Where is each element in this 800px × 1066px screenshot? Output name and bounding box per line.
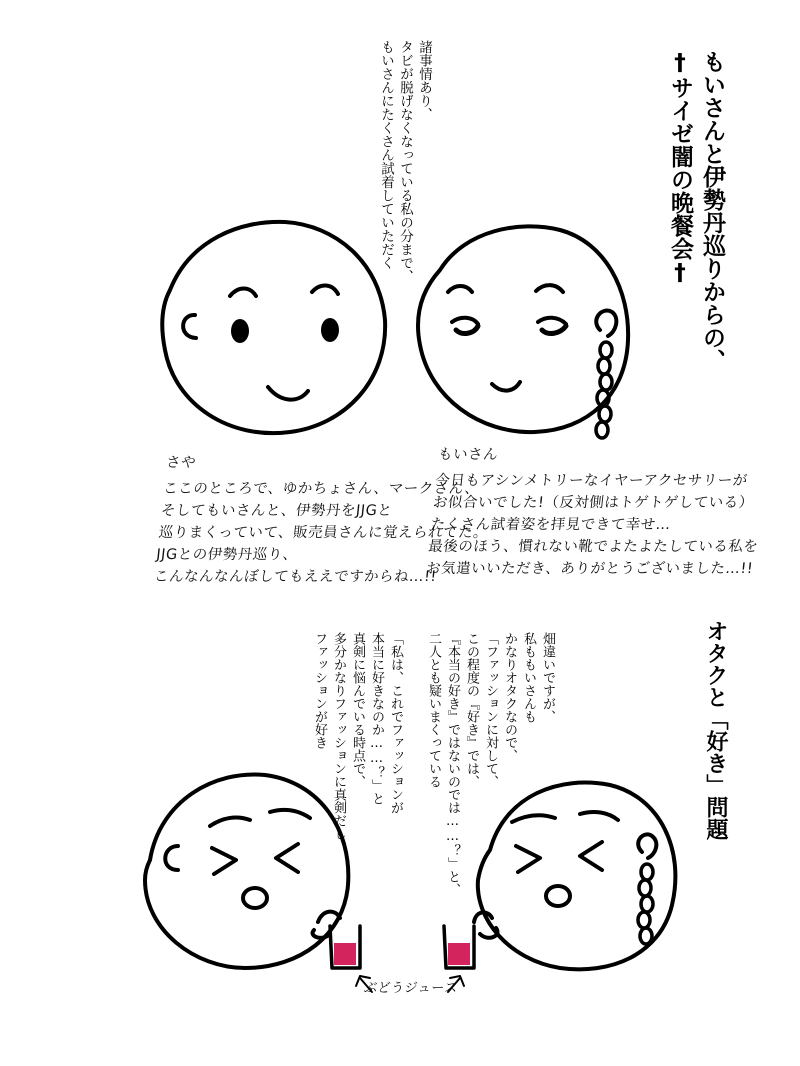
title-top — [664, 50, 728, 372]
moi-line-2: お似合いでした!（反対側はトゲトゲしている） — [432, 495, 755, 511]
moi-line-4: 最後のほう、慣れない靴でよたよたしている私を — [427, 539, 760, 555]
moi-caption — [425, 444, 769, 580]
moi-name: もいさん — [437, 447, 499, 463]
note-bl-line-1: 「私は、これでファッションが — [388, 632, 403, 814]
note-bl-line-2: 本当に好きなのか……？」と — [369, 632, 384, 805]
juice-label-text: ぶどうジュース — [363, 981, 459, 996]
note-top-line-2: タビが脱げなくなっている私の分まで、 — [397, 40, 413, 283]
note-bottom-left — [310, 632, 405, 853]
note-br-line-1: 畑違いですが、 — [540, 632, 555, 723]
saya-name: さや — [165, 455, 197, 471]
saya-line-1: ここのところで、ゆかちょさん、マークさん、 — [162, 481, 481, 497]
note-br-line-6: 『本当の好き』ではないのでは……？」と、 — [445, 632, 460, 896]
note-top — [376, 40, 433, 283]
note-br-line-5: この程度の『好き』では、 — [464, 632, 479, 788]
moi-line-3: たくさん試着姿を拝見できて幸せ… — [429, 517, 672, 533]
note-br-line-7: 二人とも疑いまくっている — [426, 632, 441, 788]
note-top-line-3: もいさんにたくさん試着していただく — [378, 40, 394, 270]
note-top-line-1: 諸事情あり、 — [416, 40, 432, 121]
note-bl-line-4: 多分かなりファッションに真剣だし、 — [331, 632, 346, 853]
moi-face-top — [418, 226, 628, 438]
note-br-line-3: かなりオタクなので、 — [502, 632, 517, 762]
juice-glass-left — [330, 926, 360, 968]
juice-label — [363, 980, 458, 998]
saya-line-5: こんなんなんぼしてもええですからね…!! — [153, 569, 438, 585]
note-bl-line-3: 真剣に悩んでいる時点で、 — [350, 632, 365, 788]
juice-glass-right — [444, 926, 474, 968]
moi-line-1: 今日もアシンメトリーなイヤーアクセサリーが — [434, 473, 749, 489]
moi-line-5: お気遣いいただき、ありがとうございました…!! — [425, 561, 754, 577]
title-top-line-1: もいさんと伊勢丹巡りからの、 — [699, 50, 725, 372]
note-br-line-2: 私ももいさんも — [521, 632, 536, 723]
title-top-line-2: †サイゼ闇の晩餐会† — [667, 50, 693, 286]
saya-line-2: そしてもいさんと、伊勢丹をJJGと — [160, 503, 394, 519]
title-bottom — [700, 620, 730, 840]
saya-face-top — [162, 222, 385, 433]
saya-line-4: JJGとの伊勢丹巡り、 — [155, 547, 299, 563]
title-bottom-line: オタクと「好き」問題 — [703, 620, 728, 840]
note-bl-line-5: ファッションが好き — [312, 632, 327, 749]
saya-line-3: 巡りまくっていて、販売員さんに覚えられてた。 — [157, 525, 489, 541]
note-bottom-right — [424, 632, 557, 896]
note-br-line-4: 「ファッションに対して、 — [483, 632, 498, 788]
